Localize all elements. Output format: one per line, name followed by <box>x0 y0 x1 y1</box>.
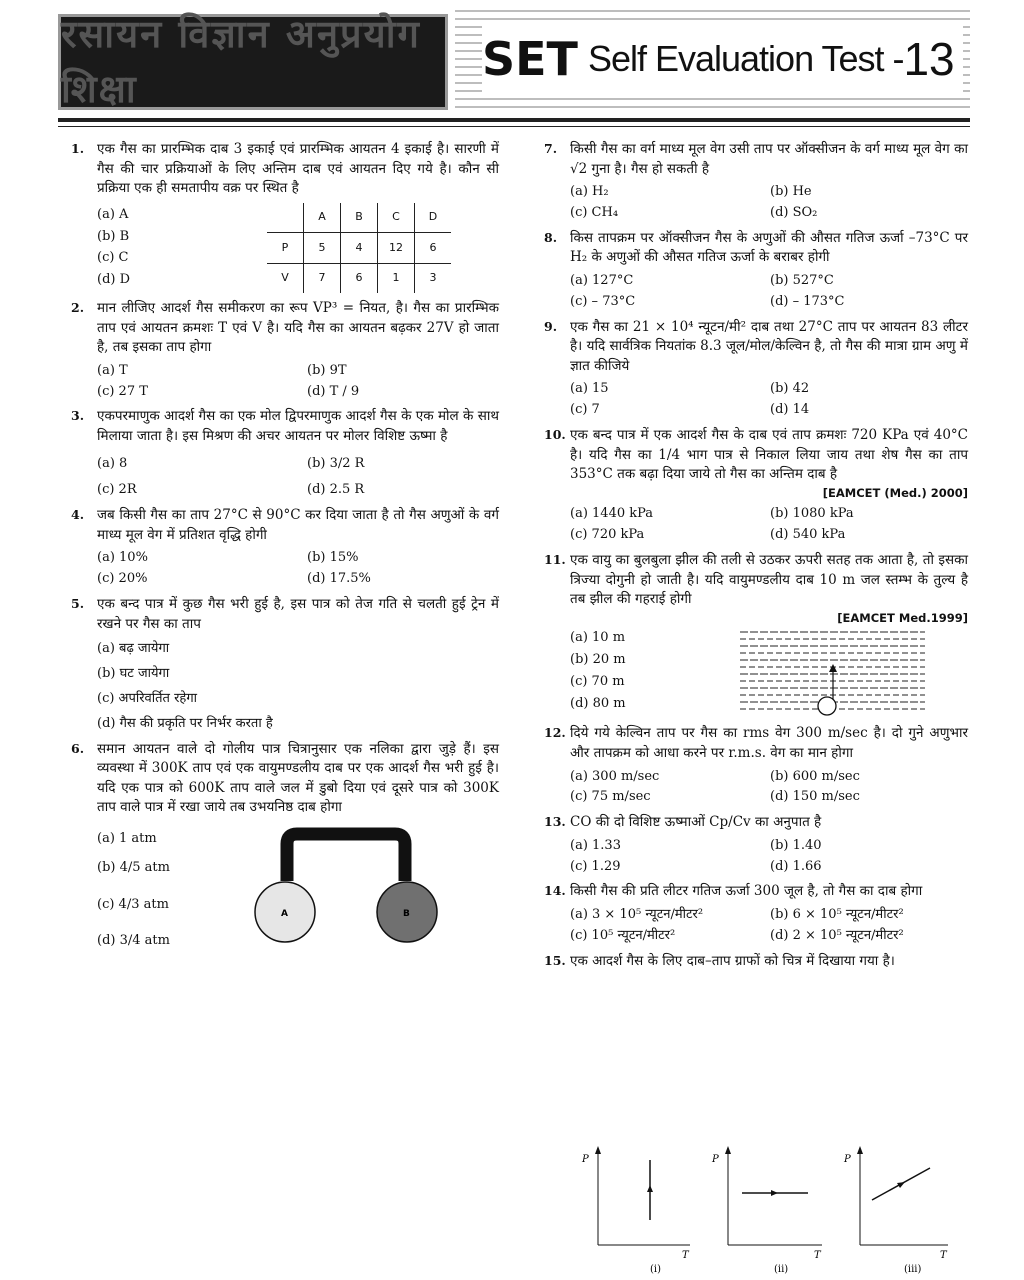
source-citation: [EAMCET (Med.) 2000] <box>822 485 968 500</box>
option-b[interactable]: (b) He <box>770 184 812 200</box>
option-d[interactable]: (d) 1.66 <box>770 858 822 874</box>
option-a[interactable]: (a) H₂ <box>570 184 609 200</box>
header-banner <box>58 11 448 111</box>
option-a[interactable]: (a) 127°C <box>570 272 634 288</box>
graph-iii-y-label: P <box>844 1154 851 1165</box>
option-d[interactable]: (d) – 173°C <box>770 293 845 309</box>
option-b[interactable]: (b) 1.40 <box>770 837 822 853</box>
option-b[interactable]: (b) B <box>97 228 130 244</box>
question-text: किसी गैस का वर्ग माध्य मूल वेग उसी ताप पर ऑक्सीजन के वर्ग माध्य मूल वेग का √2 गुना है। गैस हो सकती है <box>570 141 968 177</box>
question-number: 5. <box>71 596 85 612</box>
question-number: 3. <box>71 408 85 424</box>
option-d[interactable]: (d) 17.5% <box>307 571 371 587</box>
option-c[interactable]: (c) 720 kPa <box>570 527 645 543</box>
table-cell: B <box>341 203 378 233</box>
source-citation: [EAMCET Med.1999] <box>837 610 968 625</box>
table-cell: V <box>267 263 304 293</box>
vessel-a-label: A <box>281 908 288 919</box>
graph-i-arrow <box>647 1185 653 1192</box>
question-number: 4. <box>71 507 85 523</box>
option-c[interactable]: (c) 4/3 atm <box>97 896 169 912</box>
graph-iii-label: (iii) <box>904 1264 922 1275</box>
question-number: 15. <box>544 952 566 968</box>
left-column <box>71 140 499 975</box>
option-c[interactable]: (c) 20% <box>97 571 148 587</box>
header-title <box>482 24 963 94</box>
question-text: दिये गये केल्विन ताप पर गैस का rms वेग 300 m/sec है। दो गुने अणुभार और तापक्रम को आधा करने पर r.m.s. वेग का मान होगा <box>570 725 968 761</box>
option-b[interactable]: (b) 20 m <box>570 652 626 668</box>
option-c[interactable]: (c) – 73°C <box>570 293 636 309</box>
option-d[interactable]: (d) 150 m/sec <box>770 789 860 805</box>
two-vessels-diagram <box>247 826 447 951</box>
question-text: एक वायु का बुलबुला झील की तली से उठकर ऊपरी सतह तक आता है, तो इसका त्रिज्या दोगुनी हो जाती है। यदि वायुमण्डलीय दाब 10 m जल स्तम्भ के तुल्य है तब झील की गहराई होगी <box>570 552 968 608</box>
option-d[interactable]: (d) 2.5 R <box>307 482 365 498</box>
question-4 <box>71 506 499 589</box>
right-column <box>544 140 968 977</box>
question-text: मान लीजिए आदर्श गैस समीकरण का रूप VP³ = नियत, है। गैस का प्रारम्भिक ताप एवं आयतन क्रमशः T एवं V है। यदि गैस का आयतन बढ़कर 27V हो जाता है, तब इसका ताप होगा <box>97 300 499 356</box>
option-a[interactable]: (a) 8 <box>97 455 128 471</box>
question-number: 11. <box>544 552 566 568</box>
question-number: 10. <box>544 427 566 442</box>
option-c[interactable]: (c) अपरिवर्तित रहेगा <box>97 690 198 706</box>
connecting-tube <box>287 834 405 881</box>
question-number: 12. <box>544 725 566 741</box>
option-a[interactable]: (a) 300 m/sec <box>570 768 660 784</box>
question-9 <box>544 318 968 420</box>
table-cell: 4 <box>341 233 378 264</box>
option-d[interactable]: (d) D <box>97 272 131 288</box>
question-number: 9. <box>544 318 558 334</box>
set-logo: SET <box>482 31 578 86</box>
option-b[interactable]: (b) 600 m/sec <box>770 768 860 784</box>
table-cell <box>267 203 304 233</box>
option-c[interactable]: (c) 75 m/sec <box>570 789 651 805</box>
graph-i-y-label: P <box>582 1154 589 1165</box>
question-13 <box>544 813 968 876</box>
option-a[interactable]: (a) 1 atm <box>97 830 157 846</box>
option-a[interactable]: (a) T <box>97 362 128 378</box>
question-12 <box>544 724 968 807</box>
option-c[interactable]: (c) 1.29 <box>570 858 621 874</box>
question-number: 2. <box>71 300 85 316</box>
header-rule-thin <box>58 126 970 127</box>
question-number: 6. <box>71 740 85 756</box>
table-cell: 6 <box>341 263 378 293</box>
graph-i-label: (i) <box>650 1264 662 1275</box>
option-d[interactable]: (d) T / 9 <box>307 383 360 399</box>
question-15 <box>544 952 968 972</box>
graph-i-y-arrowhead <box>595 1146 601 1154</box>
header-banner-text: रसायन विज्ञान अनुप्रयोग शिक्षा <box>61 11 421 111</box>
vessel-b-label: B <box>403 908 410 919</box>
option-b[interactable]: (b) 6 × 10⁵ न्यूटन/मीटर² <box>770 907 904 923</box>
question-6 <box>71 740 499 970</box>
option-a[interactable]: (a) 15 <box>570 381 609 397</box>
option-d[interactable]: (d) 540 kPa <box>770 527 846 543</box>
option-c[interactable]: (c) 70 m <box>570 674 625 690</box>
rise-arrowhead <box>829 664 837 672</box>
option-b[interactable]: (b) 3/2 R <box>307 455 365 471</box>
option-c[interactable]: (c) CH₄ <box>570 204 619 220</box>
test-title: Self Evaluation Test - <box>587 37 904 79</box>
table-cell: 3 <box>429 271 437 285</box>
option-b[interactable]: (b) 42 <box>770 381 810 397</box>
option-d[interactable]: (d) 80 m <box>570 695 626 711</box>
question-text: एक बन्द पात्र में एक आदर्श गैस के दाब एवं ताप क्रमशः 720 KPa एवं 40°C है। यदि गैस का 1/4 भाग पात्र से निकाल लिया जाय तथा शेष गैस का ताप 353°C तक बढ़ा दिया जाये तो गैस का अन्तिम दाब है <box>570 427 968 483</box>
question-text: एकपरमाणुक आदर्श गैस का एक मोल द्विपरमाणुक आदर्श गैस के एक मोल के साथ मिलाया जाता है। इस मिश्रण की अचर आयतन पर मोलर विशिष्ट ऊष्मा है <box>97 408 499 444</box>
test-number: 13 <box>903 32 955 85</box>
option-d[interactable]: (d) 2 × 10⁵ न्यूटन/मीटर² <box>770 927 904 943</box>
table-cell: 6 <box>415 233 452 264</box>
header-rule <box>58 118 970 122</box>
question-7 <box>544 140 968 223</box>
option-b[interactable]: (b) 4/5 atm <box>97 859 170 875</box>
option-c[interactable]: (c) 2R <box>97 482 137 498</box>
question-text: किसी गैस की प्रति लीटर गतिज ऊर्जा 300 जूल है, तो गैस का दाब होगा <box>570 883 923 900</box>
lake-bubble-diagram <box>730 626 930 718</box>
graph-ii-y-label: P <box>712 1154 719 1165</box>
option-c[interactable]: (c) C <box>97 250 129 266</box>
question-10 <box>544 426 968 545</box>
graph-ii-label: (ii) <box>774 1264 789 1275</box>
option-b[interactable]: (b) घट जायेगा <box>97 666 170 682</box>
question-14 <box>544 882 968 945</box>
question-text: एक गैस का 21 × 10⁴ न्यूटन/मी² दाब तथा 27°C ताप पर आयतन 83 लीटर है। यदि सार्वत्रिक नियतांक 8.3 जूल/मोल/केल्विन है, तो गैस की मात्रा ग्राम अणु में ज्ञात कीजिये <box>570 318 968 374</box>
graph-ii-arrow <box>771 1190 778 1196</box>
option-c[interactable]: (c) 7 <box>570 402 600 418</box>
option-d[interactable]: (d) 3/4 atm <box>97 933 170 949</box>
pv-table <box>267 203 451 293</box>
question-text: एक गैस का प्रारम्भिक दाब 3 इकाई एवं प्रारम्भिक आयतन 4 इकाई है। सारणी में गैस की चार प्रक्रियाओं के लिए अन्तिम दाब एवं आयतन दिए गये है। कौन सी प्रक्रिया एक ही समतापीय वक्र पर स्थित है <box>97 141 499 197</box>
table-cell: P <box>267 233 304 264</box>
graph-ii-y-arrowhead <box>725 1146 731 1154</box>
table-cell: 5 <box>304 233 341 264</box>
table-cell: D <box>415 203 452 233</box>
option-d[interactable]: (d) SO₂ <box>770 204 818 220</box>
question-number: 14. <box>544 883 566 899</box>
option-a[interactable]: (a) 3 × 10⁵ न्यूटन/मीटर² <box>570 907 704 923</box>
question-text: CO की दो विशिष्ट ऊष्माओं Cp/Cv का अनुपात है <box>570 814 822 831</box>
graph-ii-x-label: T <box>814 1250 821 1261</box>
graph-iii-x-label: T <box>940 1250 947 1261</box>
question-text: जब किसी गैस का ताप 27°C से 90°C कर दिया जाता है तो गैस अणुओं के वर्ग माध्य मूल वेग में प्रतिशत वृद्धि होगी <box>97 507 499 543</box>
pressure-temperature-graphs <box>570 1140 970 1275</box>
table-cell: 1 <box>378 263 415 293</box>
option-b[interactable]: (b) 15% <box>307 550 359 566</box>
option-a[interactable]: (a) 1.33 <box>570 837 621 853</box>
graph-iii-y-arrowhead <box>857 1146 863 1154</box>
question-text: एक बन्द पात्र में कुछ गैस भरी हुई है, इस पात्र को तेज गति से चलती हुई ट्रेन में रखने पर गैस का ताप <box>97 596 499 632</box>
option-a[interactable]: (a) 10 m <box>570 630 626 646</box>
question-2 <box>71 299 499 401</box>
graph-iii-arrow <box>897 1182 905 1188</box>
option-b[interactable]: (b) 527°C <box>770 272 834 288</box>
option-c[interactable]: (c) 27 T <box>97 383 148 399</box>
table-cell: C <box>378 203 415 233</box>
option-d[interactable]: (d) गैस की प्रकृति पर निर्भर करता है <box>97 715 273 731</box>
option-a[interactable]: (a) बढ़ जायेगा <box>97 641 170 657</box>
question-11 <box>544 551 968 718</box>
question-8 <box>544 229 968 312</box>
option-c[interactable]: (c) 10⁵ न्यूटन/मीटर² <box>570 927 676 943</box>
question-number: 13. <box>544 814 566 830</box>
question-number: 8. <box>544 229 558 245</box>
graph-i-x-label: T <box>682 1250 689 1261</box>
option-d[interactable]: (d) 14 <box>770 402 810 418</box>
question-5 <box>71 595 499 734</box>
table-cell: 12 <box>378 233 415 264</box>
air-bubble <box>818 697 836 715</box>
table-cell: 7 <box>304 263 341 293</box>
option-b[interactable]: (b) 1080 kPa <box>770 506 854 522</box>
question-number: 7. <box>544 141 558 156</box>
option-a[interactable]: (a) A <box>97 206 129 222</box>
question-1 <box>71 140 499 293</box>
option-a[interactable]: (a) 10% <box>97 550 148 566</box>
table-cell: A <box>304 203 341 233</box>
question-3 <box>71 407 499 500</box>
option-b[interactable]: (b) 9T <box>307 362 347 378</box>
question-text: एक आदर्श गैस के लिए दाब–ताप ग्राफों को चित्र में दिखाया गया है। <box>570 952 895 969</box>
question-number: 1. <box>71 141 85 156</box>
question-text: समान आयतन वाले दो गोलीय पात्र चित्रानुसार एक नलिका द्वारा जुड़े हैं। इस व्यवस्था में 300K ताप एवं एक वायुमण्डलीय दाब पर एक आदर्श गैस भरी हुई है। यदि एक पात्र को 600K ताप वाले जल में डुबो दिया एवं दूसरे पात्र को 300K ताप वाले पात्र में रखा जाये तब उभयनिष्ठ दाब होगा <box>97 740 499 816</box>
question-text: किस तापक्रम पर ऑक्सीजन गैस के अणुओं की औसत गतिज ऊर्जा –73°C पर H₂ के अणुओं की औसत गतिज ऊर्जा के बराबर होगी <box>570 229 968 266</box>
option-a[interactable]: (a) 1440 kPa <box>570 506 654 522</box>
